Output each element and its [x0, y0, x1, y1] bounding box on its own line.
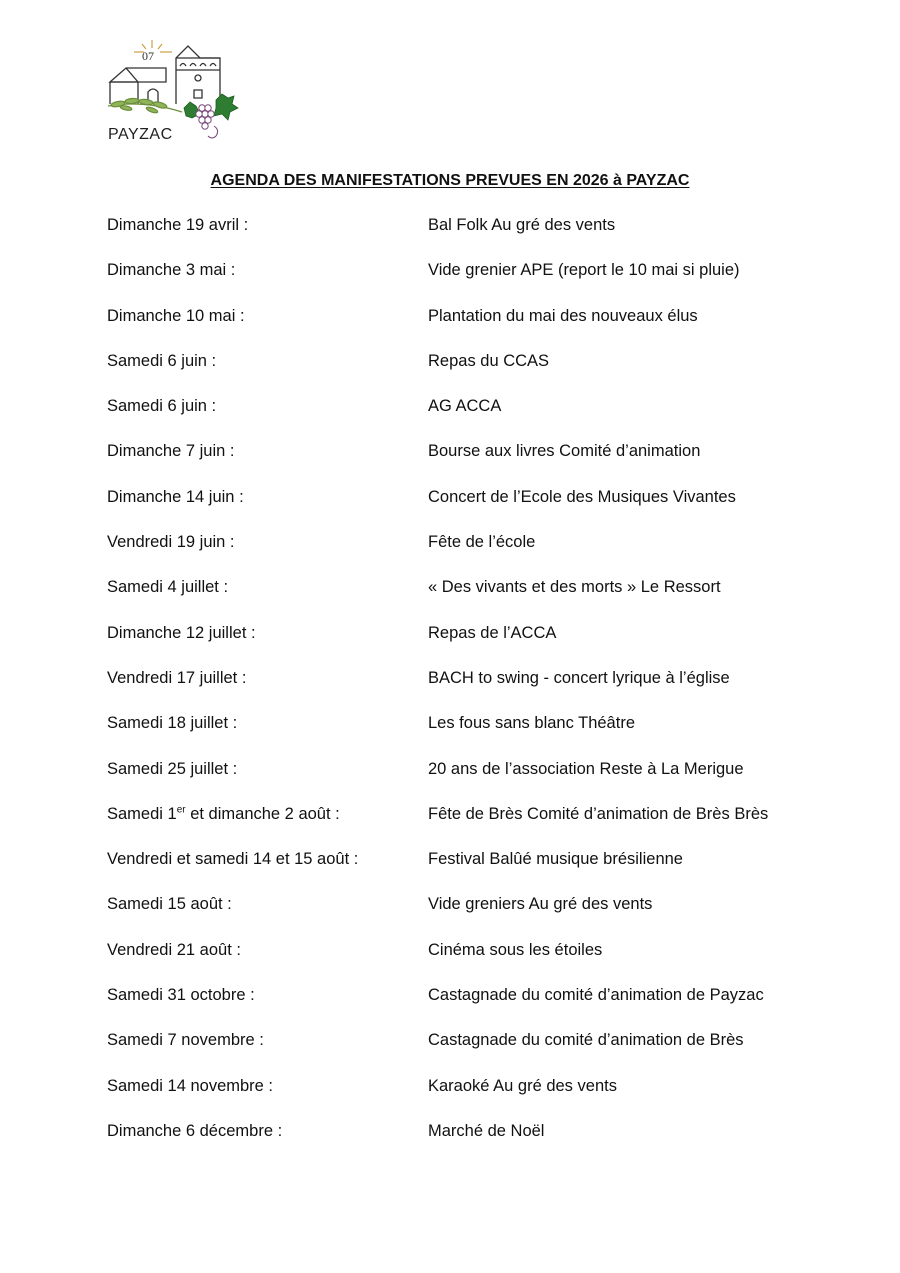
event-row — [107, 624, 827, 669]
event-row — [107, 669, 827, 714]
event-description: Concert de l’Ecole des Musiques Vivantes — [428, 487, 736, 506]
event-description: Castagnade du comité d’animation de Payzac — [428, 986, 764, 1005]
event-description: Fête de Brès Comité d’animation de Brès Brès — [428, 804, 769, 823]
event-date: Samedi 31 octobre : — [107, 986, 255, 1005]
event-date: Dimanche 10 mai : — [107, 306, 245, 325]
payzac-logo — [104, 38, 244, 148]
event-date: Vendredi 17 juillet : — [107, 668, 247, 687]
event-date: Vendredi et samedi 14 et 15 août : — [107, 850, 359, 869]
event-date: Samedi 6 juin : — [107, 397, 217, 416]
event-date: Dimanche 3 mai : — [107, 261, 236, 280]
event-description: AG ACCA — [428, 397, 502, 416]
event-description: Plantation du mai des nouveaux élus — [428, 306, 698, 325]
event-date: Dimanche 7 juin : — [107, 442, 235, 461]
event-row — [107, 805, 827, 850]
event-row — [107, 533, 827, 578]
event-row — [107, 760, 827, 805]
event-row — [107, 578, 827, 623]
event-description: Bal Folk Au gré des vents — [428, 216, 616, 234]
event-row — [107, 261, 827, 306]
event-date: Samedi 18 juillet : — [107, 714, 238, 733]
event-description: « Des vivants et des morts » Le Ressort — [428, 578, 721, 597]
event-date: Samedi 7 novembre : — [107, 1031, 264, 1050]
logo-name: PAYZAC — [108, 126, 173, 143]
event-description: Vide grenier APE (report le 10 mai si pluie) — [428, 261, 740, 280]
event-description: Vide greniers Au gré des vents — [428, 895, 653, 914]
event-description: Repas du CCAS — [428, 351, 550, 370]
event-description: Marché de Noël — [428, 1121, 545, 1140]
event-date — [107, 805, 428, 824]
event-date-prefix: Samedi 1 — [107, 804, 177, 823]
event-date: Samedi 4 juillet : — [107, 578, 229, 597]
event-row — [107, 1077, 827, 1122]
event-date: Samedi 6 juin : — [107, 351, 217, 370]
page-title: AGENDA DES MANIFESTATIONS PREVUES EN 2026 à PAYZAC — [210, 172, 690, 189]
event-date: Dimanche 19 avril : — [107, 216, 249, 234]
event-row — [107, 352, 827, 397]
event-description: Bourse aux livres Comité d’animation — [428, 442, 701, 461]
event-row — [107, 895, 827, 940]
event-row — [107, 714, 827, 759]
event-date: Samedi 14 novembre : — [107, 1076, 274, 1095]
event-description: Les fous sans blanc Théâtre — [428, 714, 635, 733]
event-description: Castagnade du comité d’animation de Brès — [428, 1031, 744, 1050]
event-row — [107, 1031, 827, 1076]
event-description: 20 ans de l’association Reste à La Merigue — [428, 759, 744, 778]
events-list — [107, 216, 827, 1167]
logo-number: 07 — [142, 49, 154, 63]
event-row — [107, 307, 827, 352]
event-row — [107, 1122, 827, 1167]
event-row — [107, 986, 827, 1031]
event-row — [107, 442, 827, 487]
event-date-suffix: et dimanche 2 août : — [185, 804, 340, 823]
event-date: Vendredi 21 août : — [107, 940, 241, 959]
event-date-superscript: er — [176, 804, 186, 816]
event-description: BACH to swing - concert lyrique à l’église — [428, 668, 730, 687]
event-date: Vendredi 19 juin : — [107, 533, 235, 552]
event-date: Samedi 25 juillet : — [107, 759, 238, 778]
event-row — [107, 397, 827, 442]
event-description: Karaoké Au gré des vents — [428, 1076, 617, 1095]
event-description: Fête de l’école — [428, 533, 536, 552]
event-row — [107, 216, 827, 261]
event-date: Dimanche 14 juin : — [107, 487, 244, 506]
event-row — [107, 488, 827, 533]
event-row — [107, 941, 827, 986]
event-description: Festival Balûé musique brésilienne — [428, 850, 683, 869]
event-date: Dimanche 6 décembre : — [107, 1121, 283, 1140]
event-date: Samedi 15 août : — [107, 895, 232, 914]
event-date: Dimanche 12 juillet : — [107, 623, 256, 642]
event-row — [107, 850, 827, 895]
event-description: Repas de l’ACCA — [428, 623, 557, 642]
event-description: Cinéma sous les étoiles — [428, 940, 603, 959]
